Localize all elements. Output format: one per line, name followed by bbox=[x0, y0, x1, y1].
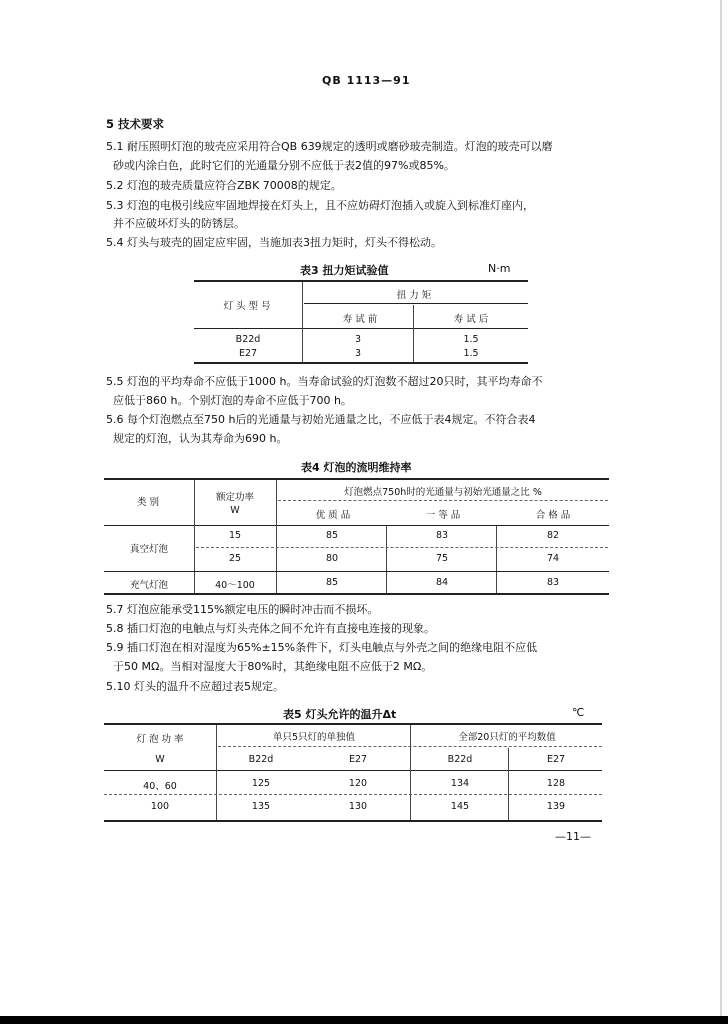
para-5-8: 5.8 插口灯泡的电触点与灯头壳体之间不允许有直接电连接的现象。 bbox=[106, 622, 435, 635]
table4-row1-rule bbox=[196, 547, 608, 548]
table5-head-single-b22d: B22d bbox=[248, 754, 274, 765]
table3-top-rule bbox=[194, 280, 528, 282]
scan-border-bottom bbox=[0, 1016, 728, 1024]
para-5-9-line2: 于50 MΩ。当相对湿度大于80%时，其绝缘电阻不应低于2 MΩ。 bbox=[113, 660, 433, 673]
table3-bottom-rule bbox=[194, 362, 528, 364]
scan-edge-right bbox=[720, 0, 722, 1016]
table4-row3-g3: 83 bbox=[546, 577, 560, 588]
para-5-3-line2: 并不应破坏灯头的防锈层。 bbox=[113, 217, 245, 230]
table4-head-g2: 一 等 品 bbox=[425, 510, 461, 521]
table5-head-avg-b22d: B22d bbox=[447, 754, 473, 765]
table5-head-avg-e27: E27 bbox=[546, 754, 566, 765]
table3-row2-after: 1.5 bbox=[463, 348, 479, 359]
table3-group-rule bbox=[304, 303, 528, 304]
para-5-1-line2: 砂或内涂白色，此时它们的光通量分别不应低于表2值的97%或85%。 bbox=[113, 159, 455, 172]
table5-head-single-e27: E27 bbox=[348, 754, 368, 765]
table3-row2-type: E27 bbox=[238, 348, 258, 359]
table5-row2-single-b22d: 135 bbox=[251, 801, 271, 812]
para-5-5-line2: 应低于860 h。个别灯泡的寿命不应低于700 h。 bbox=[113, 394, 352, 407]
table5-row1-single-b22d: 125 bbox=[251, 778, 271, 789]
para-5-4: 5.4 灯头与玻壳的固定应牢固，当施加表3扭力矩时，灯头不得松动。 bbox=[106, 236, 442, 249]
table5-vline-3 bbox=[508, 748, 509, 820]
para-5-3-line1: 5.3 灯泡的电极引线应牢固地焊接在灯头上，且不应妨碍灯泡插入或旋入到标准灯座内， bbox=[106, 199, 534, 212]
table4-top-rule bbox=[104, 478, 609, 480]
para-5-1-line1: 5.1 耐压照明灯泡的玻壳应采用符合QB 639规定的透明或磨砂玻壳制造。灯泡的玻壳可以磨 bbox=[106, 140, 553, 153]
para-5-9-line1: 5.9 插口灯泡在相对湿度为65%±15%条件下，灯头电触点与外壳之间的绝缘电阻不应低 bbox=[106, 641, 538, 654]
para-5-10: 5.10 灯头的温升不应超过表5规定。 bbox=[106, 680, 284, 693]
table4-row2-g1: 80 bbox=[325, 553, 339, 564]
para-5-6-line2: 规定的灯泡，认为其寿命为690 h。 bbox=[113, 432, 288, 445]
table3-row1-after: 1.5 bbox=[463, 334, 479, 345]
table4-caption: 表4 灯泡的流明维持率 bbox=[301, 461, 412, 474]
table4-cat-vacuum: 真空灯泡 bbox=[129, 544, 168, 555]
table4-bottom-rule bbox=[104, 593, 609, 595]
table4-cat-gas: 充气灯泡 bbox=[129, 580, 168, 591]
table5-row2-avg-e27: 139 bbox=[546, 801, 566, 812]
table5-row1-single-e27: 120 bbox=[348, 778, 368, 789]
table3-head-type: 灯 头 型 号 bbox=[223, 301, 271, 312]
table3-head-after: 寿 试 后 bbox=[453, 314, 489, 325]
table5-row2-avg-b22d: 145 bbox=[450, 801, 470, 812]
table3-vline-1 bbox=[302, 282, 303, 362]
table4-row1-g1: 85 bbox=[325, 530, 339, 541]
table4-row2-power: 25 bbox=[228, 553, 242, 564]
table4-row1-g2: 83 bbox=[435, 530, 449, 541]
table5-row2-power: 100 bbox=[150, 801, 170, 812]
table3-caption: 表3 扭力矩试验值 bbox=[300, 264, 389, 277]
table4-vline-4 bbox=[496, 526, 497, 593]
table3-vline-2 bbox=[413, 305, 414, 362]
table5-head-single: 单只5只灯的单独值 bbox=[272, 732, 356, 743]
table4-row3-g2: 84 bbox=[435, 577, 449, 588]
para-5-5-line1: 5.5 灯泡的平均寿命不应低于1000 h。当寿命试验的灯泡数不超过20只时，其平均寿命不 bbox=[106, 375, 543, 388]
table5-head-avg: 全部20只灯的平均数值 bbox=[458, 732, 556, 743]
table5-unit: ℃ bbox=[572, 706, 585, 719]
table5-row2-single-e27: 130 bbox=[348, 801, 368, 812]
table5-top-rule bbox=[104, 723, 602, 725]
table4-head-g3: 合 格 品 bbox=[535, 510, 571, 521]
para-5-2: 5.2 灯泡的玻壳质量应符合ZBK 70008的规定。 bbox=[106, 179, 342, 192]
table4-head-power-unit: W bbox=[230, 505, 240, 516]
table3-head-group: 扭 力 矩 bbox=[396, 290, 432, 301]
table3-row1-before: 3 bbox=[354, 334, 362, 345]
table4-row1-power: 15 bbox=[228, 530, 242, 541]
table3-row1-type: B22d bbox=[235, 334, 261, 345]
page-number: —11— bbox=[555, 830, 591, 843]
table5-bottom-rule bbox=[104, 820, 602, 822]
table4-row3-power: 40～100 bbox=[215, 580, 255, 591]
table5-row1-power: 40、60 bbox=[143, 781, 177, 792]
table4-head-group: 灯泡燃点750h时的光通量与初始光通量之比 % bbox=[344, 487, 542, 498]
table3-head-rule bbox=[194, 328, 528, 329]
table5-row1-avg-b22d: 134 bbox=[450, 778, 470, 789]
table4-group-rule bbox=[278, 500, 608, 501]
table5-head-power-unit: W bbox=[155, 754, 165, 765]
table5-vline-1 bbox=[216, 725, 217, 820]
table4-head-rule bbox=[104, 525, 609, 526]
table5-vline-2 bbox=[410, 725, 411, 820]
table4-head-power: 额定功率 bbox=[215, 492, 254, 503]
table4-row1-g3: 82 bbox=[546, 530, 560, 541]
table4-row2-g2: 75 bbox=[435, 553, 449, 564]
table3-unit: N·m bbox=[488, 262, 511, 275]
table3-head-before: 寿 试 前 bbox=[342, 314, 378, 325]
table4-row2-g3: 74 bbox=[546, 553, 560, 564]
table4-head-category: 类 别 bbox=[136, 497, 160, 508]
table4-vline-3 bbox=[386, 526, 387, 593]
table3-row2-before: 3 bbox=[354, 348, 362, 359]
table5-head-power: 灯 泡 功 率 bbox=[136, 734, 184, 745]
table4-head-g1: 优 质 品 bbox=[315, 510, 351, 521]
table4-row2-rule bbox=[104, 571, 609, 572]
table4-row3-g1: 85 bbox=[325, 577, 339, 588]
table4-vline-1 bbox=[194, 480, 195, 593]
table5-head-rule bbox=[104, 770, 602, 771]
section-title: 5 技术要求 bbox=[106, 117, 165, 131]
table4-vline-2 bbox=[276, 480, 277, 593]
table5-row1-rule bbox=[104, 794, 602, 795]
table5-caption: 表5 灯头允许的温升Δt bbox=[283, 708, 397, 721]
para-5-6-line1: 5.6 每个灯泡燃点至750 h后的光通量与初始光通量之比，不应低于表4规定。不符合表4 bbox=[106, 413, 536, 426]
standard-header: QB 1113—91 bbox=[322, 74, 411, 87]
table5-row1-avg-e27: 128 bbox=[546, 778, 566, 789]
para-5-7: 5.7 灯泡应能承受115%额定电压的瞬时冲击而不损坏。 bbox=[106, 603, 379, 616]
